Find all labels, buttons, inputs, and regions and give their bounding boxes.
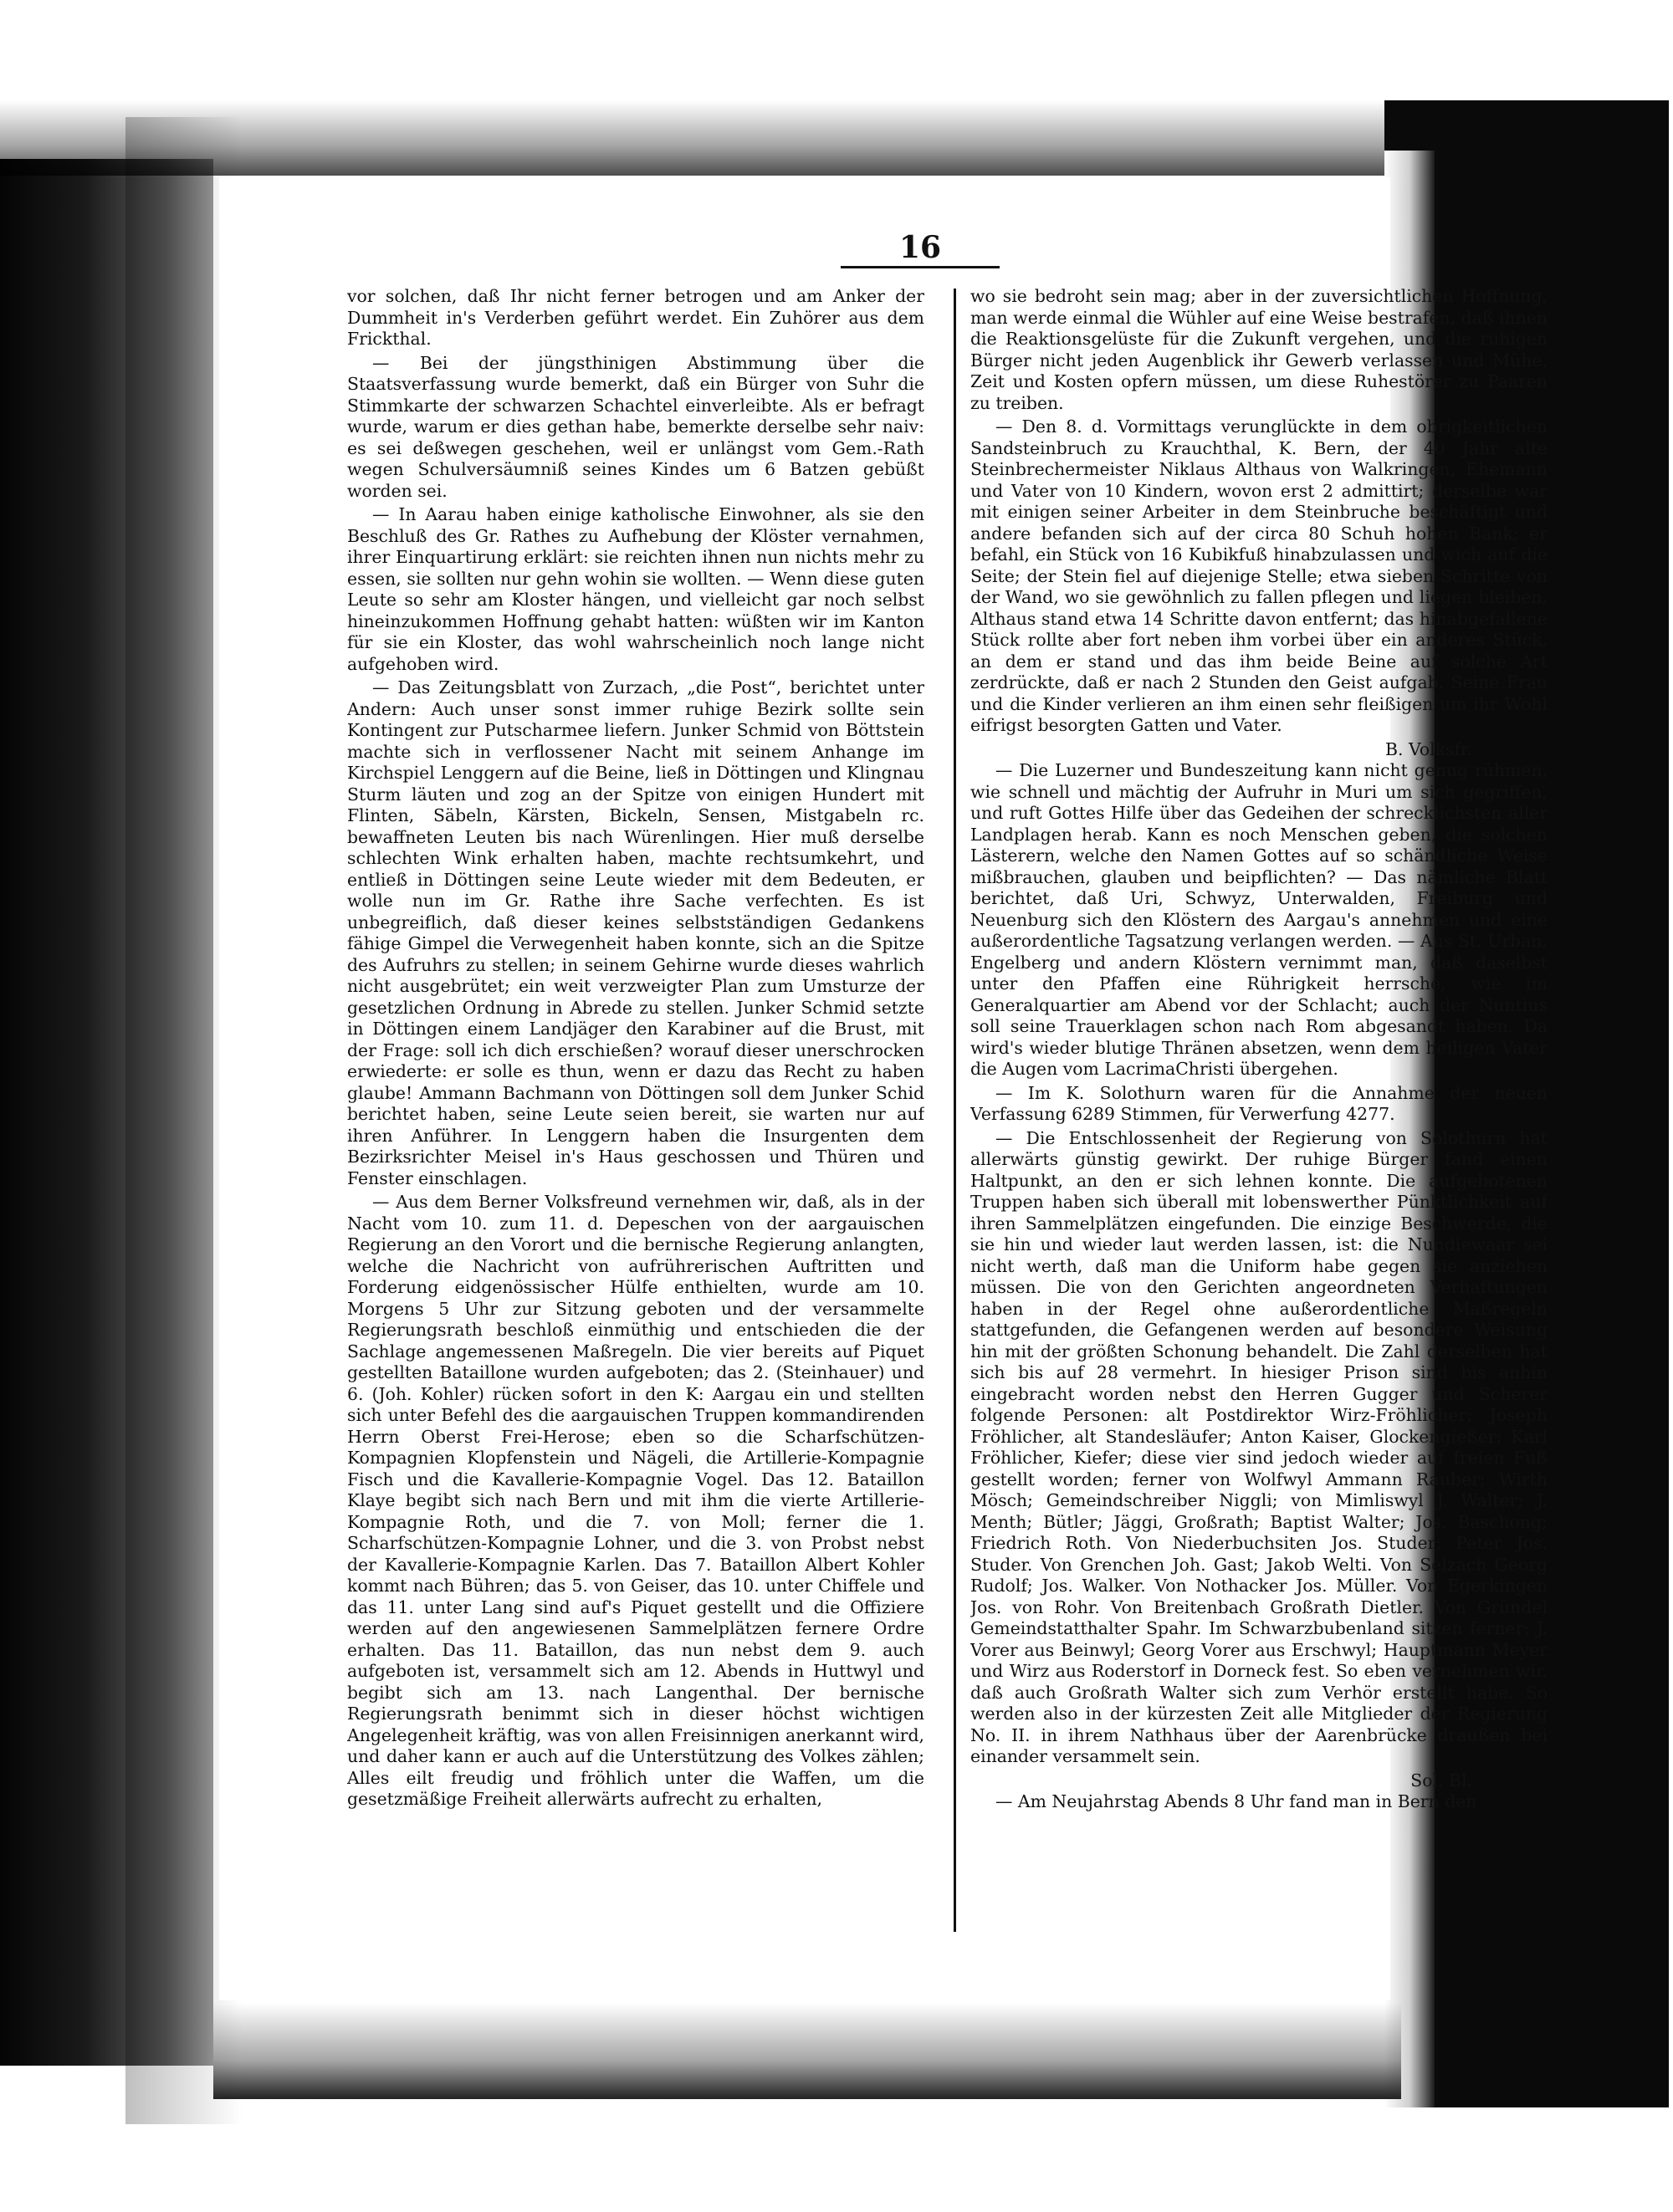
- source-signature: B. Volksfr.: [1385, 738, 1472, 759]
- article-paragraph: — Den 8. d. Vormittags verunglückte in dem obrigkeitlichen Sandsteinbruch zu Krauchthal, K. Bern, der 40 Jahr alte Steinbrechermeister Niklaus Althaus von Walkringen, Ehemann und Vater von 10 Kindern, wovon erst 2 admittirt; derselbe war mit einigen seiner Arbeiter in dem Steinbruche beschäftigt und andere befanden sich auf der circa 80 Schuh hohen Bank; er befahl, ein Stück von 16 Kubikfuß hinabzulassen und wich auf die Seite; der Stein fiel auf diejenige Stelle; etwa sieben Schritte von der Wand, wo sie gewöhnlich zu fallen pflegen und liegen bleiben, Althaus stand etwa 14 Schritte davon entfernt; das hinabgefallene Stück rollte aber fort neben ihm vorbei über ein anderes Stück, an dem er stand und das ihm beide Beine auf solche Art zerdrückte, daß er nach 2 Stunden den Geist aufgab. Seine Frau und die Kinder verlieren an ihm einen sehr fleißigen um ihr Wohl eifrigst besorgten Gatten und Vater.: [970, 416, 1548, 735]
- left-column: [347, 286, 924, 1959]
- right-column: [970, 286, 1548, 1959]
- article-paragraph: wo sie bedroht sein mag; aber in der zuversichtlichen Hoffnung, man werde einmal die Wühler auf eine Weise bestrafen, daß ihnen die Reaktionsgelüste für die Zukunft vergehen, und die ruhigen Bürger nicht jeden Augenblick ihr Gewerb verlassen und Mühe, Zeit und Kosten opfern müssen, um diese Ruhestörer zu Paaren zu treiben.: [970, 286, 1548, 413]
- scan-bottom-shadow: [213, 2003, 1401, 2099]
- source-signature: Sol. Bl.: [1410, 1770, 1472, 1791]
- column-divider: [954, 289, 956, 1932]
- article-paragraph: — Im K. Solothurn waren für die Annahme der neuen Verfassung 6289 Stimmen, für Verwerfung 4277.: [970, 1082, 1548, 1124]
- article-paragraph: — Am Neujahrstag Abends 8 Uhr fand man in Bern den: [995, 1791, 1477, 1811]
- article-paragraph: — Das Zeitungsblatt von Zurzach, „die Post“, berichtet unter Andern: Auch unser sonst immer ruhige Bezirk sollte sein Kontingent zur Putscharmee liefern. Junker Schmid von Böttstein machte sich in verflossener Nacht mit seinem Anhange im Kirchspiel Lenggern auf die Beine, ließ in Döttingen und Klingnau Sturm läuten und zog an der Spitze von einigen Hundert mit Flinten, Säbeln, Kärsten, Bickeln, Sensen, Mistgabeln rc. bewaffneten Leuten bis nach Würenlingen. Hier muß derselbe schlechten Wink erhalten haben, machte rechtsumkehrt, und entließ in Döttingen seine Leute wieder mit dem Bedeuten, er wolle nun im Gr. Rathe ihre Sache verfechten. Es ist unbegreiflich, daß dieser keines selbstständigen Gedankens fähige Gimpel die Verwegenheit haben konnte, sich an die Spitze des Aufruhrs zu stellen; in seinem Gehirne wurde dieses wahrlich nicht ausgebrütet; ein weit verzweigter Plan zum Umsturze der gesetzlichen Ordnung in Abrede zu stellen. Junker Schmid setzte in Döttingen einem Landjäger den Karabiner auf die Brust, mit der Frage: soll ich dich erschießen? worauf dieser unerschrocken erwiederte: er solle es thun, wenn er dazu das Recht zu haben glaube! Ammann Bachmann von Döttingen soll dem Junker Schid berichtet haben, seine Leute seien bereit, sie warten nur auf ihren Anführer. In Lenggern haben die Insurgenten dem Bezirksrichter Meisel in's Haus geschossen und Thüren und Fenster einschlagen.: [347, 677, 924, 1188]
- header-rule: [841, 266, 1000, 268]
- article-paragraph: — Die Entschlossenheit der Regierung von Solothurn hat allerwärts günstig gewirkt. Der ruhige Bürger fand einen Haltpunkt, an den er sich lehnen konnte. Die aufgebotenen Truppen haben sich überall mit lobenswerther Pünktlichkeit auf ihren Sammelplätzen eingefunden. Die einzige Beschwerde, die sie hin und wieder laut werden lassen, ist: die Nundiewaar sei nicht werth, daß man die Uniform habe gegen sie anziehen müssen. Die von den Gerichten angeordneten Verhaftungen haben in der Regel ohne außerordentliche Maßregeln stattgefunden, die Gefangenen werden auf besondere Weisung hin mit der größten Schonung behandelt. Die Zahl derselben hat sich bis auf 28 vermehrt. In hiesiger Prison sind bis anhin eingebracht worden nebst den Herren Gugger und Scherer folgende Personen: alt Postdirektor Wirz-Fröhlicher; Joseph Fröhlicher, alt Standesläufer; Anton Kaiser, Glockengießer; Karl Fröhlicher, Kiefer; diese vier sind jedoch wieder auf freien Fuß gestellt worden; ferner von Wolfwyl Ammann Rauber; Wirth Mösch; Gemeindschreiber Niggli; von Mimliswyl J. Walter; J. Menth; Bütler; Jäggi, Großrath; Baptist Walter; Jos. Baschong; Friedrich Roth. Von Niederbuchsiten Jos. Studer; Peter Jos. Studer. Von Grenchen Joh. Gast; Jakob Welti. Von Selzach Georg Rudolf; Jos. Walker. Von Nothacker Jos. Müller. Von Egerkingen Jos. von Rohr. Von Breitenbach Großrath Dietler. Von Gründel Gemeindstatthalter Spahr. Im Schwarzbubenland sitzen ferner: J. Vorer aus Beinwyl; Georg Vorer aus Erschwyl; Hauptmann Meyer und Wirz aus Roderstorf in Dorneck fest. So eben vernehmen wir, daß auch Großrath Walter sich zum Verhör erstellt habe. So werden also in der kürzesten Zeit alle Mitglieder der Regierung No. II. in ihrem Nathhaus über der Aarenbrücke draußen bei einander versammelt sein.: [970, 1127, 1548, 1766]
- article-paragraph: — Bei der jüngsthinigen Abstimmung über die Staatsverfassung wurde bemerkt, daß ein Bürger von Suhr die Stimmkarte der schwarzen Schachtel einverleibte. Als er befragt wurde, warum er dies gethan habe, bemerkte derselbe sehr naiv: es sei deßwegen geschehen, weil er unlängst vom Gem.-Rath wegen Schulversäumniß seines Kindes um 6 Batzen gebüßt worden sei.: [347, 352, 924, 501]
- article-paragraph: — Aus dem Berner Volksfreund vernehmen wir, daß, als in der Nacht vom 10. zum 11. d. Depeschen von der aargauischen Regierung an den Vorort und die bernische Regierung anlangten, welche die Nachricht von aufrührerischen Auftritten und Forderung eidgenössischer Hülfe enthielten, wurde am 10. Morgens 5 Uhr zur Sitzung geboten und der versammelte Regierungsrath beschloß einmüthig und entschieden die der Sachlage angemessenen Maßregeln. Die vier bereits auf Piquet gestellten Bataillone wurden aufgeboten; das 2. (Steinhauer) und 6. (Joh. Kohler) rücken sofort in den K: Aargau ein und stellten sich unter Befehl des die aargauischen Truppen kommandirenden Herrn Oberst Frei-Herose; eben so die Scharfschützen-Kompagnien Klopfenstein und Nägeli, die Artillerie-Kompagnie Fisch und die Kavallerie-Kompagnie Vogel. Das 12. Bataillon Klaye begibt sich nach Bern und mit ihm die vierte Artillerie-Kompagnie Roth, und die 7. von Moll; ferner die 1. Scharfschützen-Kompagnie Lohner, und die 3. von Probst nebst der Kavallerie-Kompagnie Karlen. Das 7. Bataillon Albert Kohler kommt nach Bühren; das 5. von Geiser, das 10. unter Chiffele und das 11. unter Lang sind auf's Piquet gestellt und die Offiziere werden auf den angewiesenen Sammelplätzen fernere Ordre erhalten. Das 11. Bataillon, das nun nebst dem 9. auch aufgeboten ist, versammelt sich am 12. Abends in Huttwyl und begibt sich am 13. nach Langenthal. Der bernische Regierungsrath benimmt sich in dieser höchst wichtigen Angelegenheit kräftig, was von allen Freisinnigen anerkannt wird, und daher kann er auch auf die Unterstützung des Volkes zählen; Alles eilt freudig und fröhlich unter die Waffen, um die gesetzmäßige Freiheit allerwärts aufrecht zu erhalten,: [347, 1192, 924, 1809]
- article-paragraph: vor solchen, daß Ihr nicht ferner betrogen und am Anker der Dummheit in's Verderben geführt werdet. Ein Zuhörer aus dem Frickthal.: [347, 286, 924, 349]
- article-paragraph: — In Aarau haben einige katholische Einwohner, als sie den Beschluß des Gr. Rathes zu Aufhebung der Klöster vernahmen, ihrer Einquartirung erklärt: sie reichten ihnen nun nichts mehr zu essen, sie sollten nur gehn wohin sie wollten. — Wenn diese guten Leute so sehr am Kloster hängen, und vielleicht gar noch selbst hineinzukommen Hoffnung gehabt hatten: wüßten wir im Kanton für sie ein Kloster, das wohl wahrscheinlich noch lange nicht aufgehoben wird.: [347, 504, 924, 674]
- article-paragraph: — Die Luzerner und Bundeszeitung kann nicht genug rühmen, wie schnell und mächtig der Aufruhr in Muri um sich gegriffen, und ruft Gottes Hilfe über das Gedeihen der schrecklichsten aller Landplagen herab. Kann es noch Menschen geben, die solchen Lästerern, welche den Namen Gottes auf so schändliche Weise mißbrauchen, glauben und beipflichten? — Das nämliche Blatt berichtet, daß Uri, Schwyz, Unterwalden, Freiburg und Neuenburg sich den Klöstern des Aargau's annehmen und eine außerordentliche Tagsatzung verlangen werden. — Aus St. Urban, Engelberg und andern Klöstern vernimmt man, daß daselbst unter den Pfaffen eine Rührigkeit herrsche, wie im Generalquartier am Abend vor der Schlacht; auch der Nuntius soll seine Trauerklagen schon nach Rom abgesandt haben. Da wird's wieder blutige Thränen absetzen, wenn dem heiligen Vater die Augen vom LacrimaChristi übergehen.: [970, 760, 1548, 1079]
- page-number: 16: [898, 230, 942, 265]
- scan-top-shadow: [0, 100, 1405, 176]
